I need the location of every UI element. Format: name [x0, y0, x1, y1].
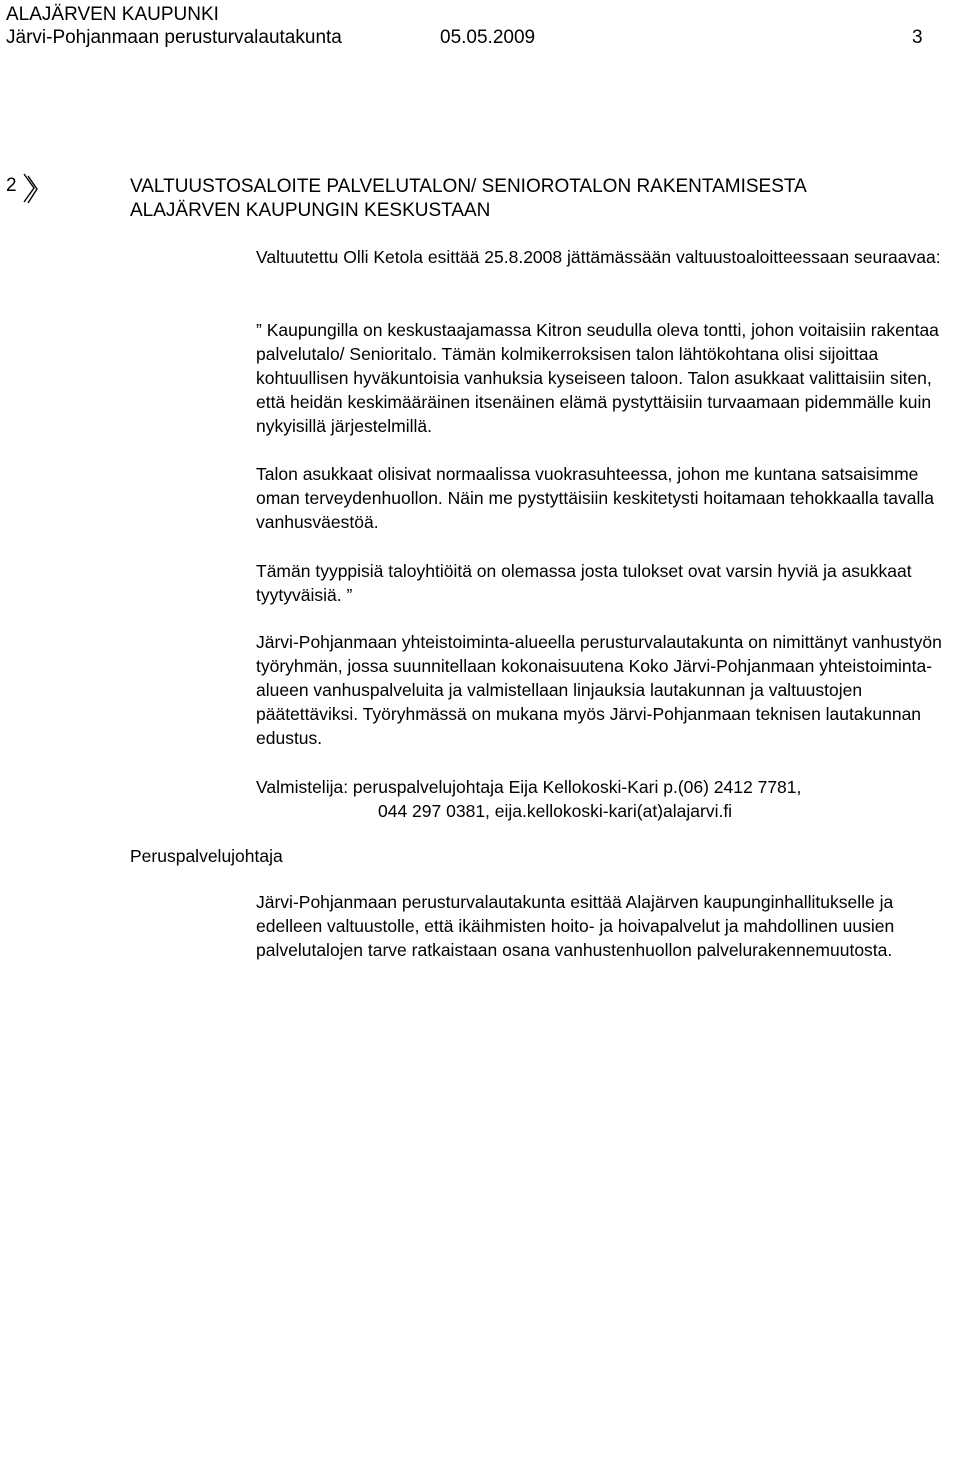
section-title	[130, 175, 920, 223]
section-title-line-2: ALAJÄRVEN KAUPUNGIN KESKUSTAAN	[130, 200, 491, 221]
section-sign-icon	[20, 172, 40, 206]
paragraph-initiative-quote	[256, 318, 946, 438]
paragraph-text: Valtuutettu Olli Ketola esittää 25.8.2008 jättämässään valtuustoaloitteessaan seuraavaa:	[256, 247, 941, 267]
paragraph-proposal	[256, 890, 946, 962]
proposer-label: Peruspalvelujohtaja	[130, 846, 283, 866]
paragraph-text: ” Kaupungilla on keskustaajamassa Kitron seudulla oleva tontti, johon voitaisiin rakentaa palvelutalo/ Senioritalo. Tämän kolmikerroksisen talon lähtökohtana olisi sijoittaa kohtuullisen hyväkuntoisia vanhuksia kyseiseen taloon. Talon asukkaat valittaisiin siten, että heidän keskimääräinen itsenäinen elämä pystyttäisiin turvaamaan pidemmälle kuin nykyisillä järjestelmillä.	[256, 320, 939, 436]
paragraph-working-group	[256, 630, 946, 750]
header-organization: ALAJÄRVEN KAUPUNKI	[6, 4, 219, 25]
preparer-line-1: Valmistelija: peruspalvelujohtaja Eija Kellokoski-Kari p.(06) 2412 7781,	[256, 777, 802, 797]
paragraph-text: Järvi-Pohjanmaan perusturvalautakunta esittää Alajärven kaupunginhallitukselle ja edelleen valtuustolle, että ikäihmisten hoito- ja hoivapalvelut ja mahdollinen uusien palvelutalojen tarve ratkaistaan osana vanhustenhuollon palvelurakennemuutosta.	[256, 892, 895, 960]
paragraph-residents	[256, 462, 946, 534]
paragraph-text: Järvi-Pohjanmaan yhteistoiminta-alueella perusturvalautakunta on nimittänyt vanhustyön työryhmän, jossa suunnitellaan kokonaisuutena Koko Järvi-Pohjanmaan yhteistoiminta-alueen vanhuspalveluita ja valmistellaan linjauksia lautakunnan ja valtuustojen päätettäviksi. Työryhmässä on mukana myös Järvi-Pohjanmaan teknisen lautakunnan edustus.	[256, 632, 942, 748]
section-number: 2	[6, 175, 17, 196]
paragraph-text: Talon asukkaat olisivat normaalissa vuokrasuhteessa, johon me kuntana satsaisimme oman terveydenhuollon. Näin me pystyttäisiin keskitetysti hoitamaan tehokkaalla tavalla vanhusväestöä.	[256, 464, 934, 532]
paragraph-text: Tämän tyyppisiä taloyhtiöitä on olemassa josta tulokset ovat varsin hyviä ja asukkaat tyytyväisiä. ”	[256, 561, 912, 605]
paragraph-housing-companies	[256, 559, 946, 607]
header-board: Järvi-Pohjanmaan perusturvalautakunta	[6, 27, 342, 48]
header-date: 05.05.2009	[440, 27, 536, 48]
preparer-contact: 044 297 0381, eija.kellokoski-kari(at)alajarvi.fi	[378, 801, 733, 821]
header-page-number: 3	[912, 27, 923, 48]
paragraph-preparer	[256, 775, 946, 823]
paragraph-initiative-intro	[256, 245, 946, 269]
section-title-line-1: VALTUUSTOSALOITE PALVELUTALON/ SENIOROTALON RAKENTAMISESTA	[130, 176, 807, 197]
